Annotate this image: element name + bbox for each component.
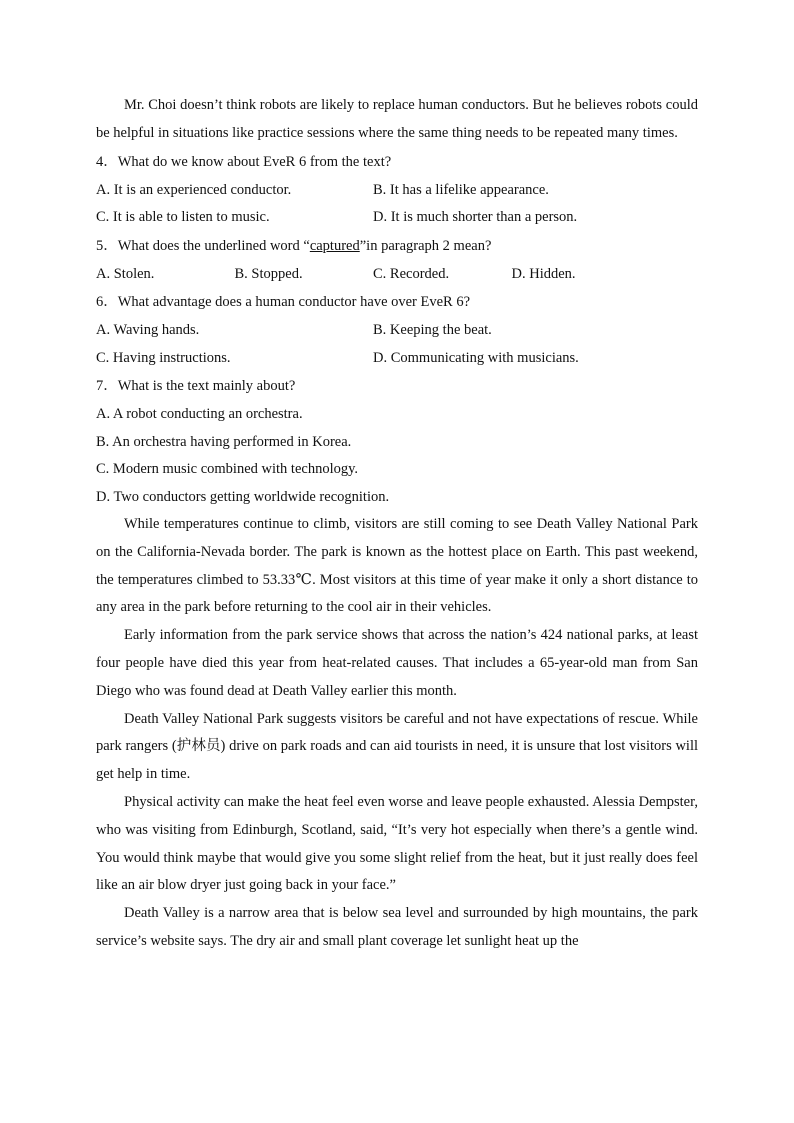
question-stem xyxy=(96,372,698,401)
question-stem xyxy=(96,232,698,261)
question-7 xyxy=(96,372,698,511)
page-content xyxy=(96,92,698,956)
underlined-word: captured xyxy=(309,237,360,254)
option-b: B. Keeping the beat. xyxy=(373,322,492,339)
passage-paragraph-1: While temperatures continue to climb, visitors are still coming to see Death Valley National Park on the California-Nevada border. The park is known as the hottest place on Earth. This past weekend, the temperatures climbed to 53.33℃. Most visitors at this time of year make it only a short distance to any area in the park before returning to the cool air in their vehicles. xyxy=(96,516,698,616)
option-c: C. Having instructions. xyxy=(96,349,231,366)
option-row xyxy=(96,317,698,345)
question-number: 6． xyxy=(96,294,118,311)
option-b: B. An orchestra having performed in Korea. xyxy=(96,433,352,450)
option-row xyxy=(96,204,698,232)
intro-paragraph: Mr. Choi doesn’t think robots are likely to replace human conductors. But he believes robots could be helpful in situations like practice sessions where the same thing needs to be repeated many times. xyxy=(96,97,698,141)
option-b: B. It has a lifelike appearance. xyxy=(373,181,549,198)
option-b: B. Stopped. xyxy=(234,265,303,282)
option-a: A. A robot conducting an orchestra. xyxy=(96,406,303,423)
passage-paragraph-4: Physical activity can make the heat feel even worse and leave people exhausted. Alessia Dempster, who was visiting from Edinburgh, Scotland, said, “It’s very hot especially when there’s a gentle wind. You would think maybe that would give you some slight relief from the heat, but it just really does feel like an air blow dryer just going back in your face.” xyxy=(96,794,698,894)
option-c: C. Modern music combined with technology. xyxy=(96,461,359,478)
option-row xyxy=(96,177,698,205)
option-row xyxy=(96,345,698,373)
option-d: D. It is much shorter than a person. xyxy=(373,209,578,226)
reading-passage xyxy=(96,511,698,956)
question-text: What advantage does a human conductor have over EveR 6? xyxy=(117,294,471,311)
question-text: What do we know about EveR 6 from the text? xyxy=(117,153,392,170)
option-a: A. Stolen. xyxy=(96,265,155,282)
question-4 xyxy=(96,148,698,232)
option-d: D. Communicating with musicians. xyxy=(373,349,579,366)
passage-paragraph-2: Early information from the park service shows that across the nation’s 424 national parks, at least four people have died this year from heat-related causes. That includes a 65-year-old man from San Diego who was found dead at Death Valley earlier this month. xyxy=(96,627,698,699)
option-c: C. It is able to listen to music. xyxy=(96,209,270,226)
question-6 xyxy=(96,288,698,372)
option-d: D. Hidden. xyxy=(511,265,576,282)
question-stem xyxy=(96,148,698,177)
option-d: D. Two conductors getting worldwide recognition. xyxy=(96,488,390,505)
option-row xyxy=(96,261,698,289)
passage-paragraph-5: Death Valley is a narrow area that is below sea level and surrounded by high mountains, the park service’s website says. The dry air and small plant coverage let sunlight heat up the xyxy=(96,905,698,950)
question-text: What is the text mainly about? xyxy=(117,378,296,395)
question-number: 7． xyxy=(96,378,118,395)
question-5 xyxy=(96,232,698,289)
option-a: A. It is an experienced conductor. xyxy=(96,181,292,198)
question-number: 4． xyxy=(96,153,118,170)
question-stem xyxy=(96,288,698,317)
option-c: C. Recorded. xyxy=(373,265,450,282)
option-a: A. Waving hands. xyxy=(96,322,200,339)
question-text: What does the underlined word “captured”in paragraph 2 mean? xyxy=(117,237,492,254)
question-number: 5． xyxy=(96,237,118,254)
passage-paragraph-3: Death Valley National Park suggests visitors be careful and not have expectations of rescue. While park rangers (护林员) drive on park roads and can aid tourists in need, it is unsure that lost visitors will get help in time. xyxy=(96,710,698,783)
